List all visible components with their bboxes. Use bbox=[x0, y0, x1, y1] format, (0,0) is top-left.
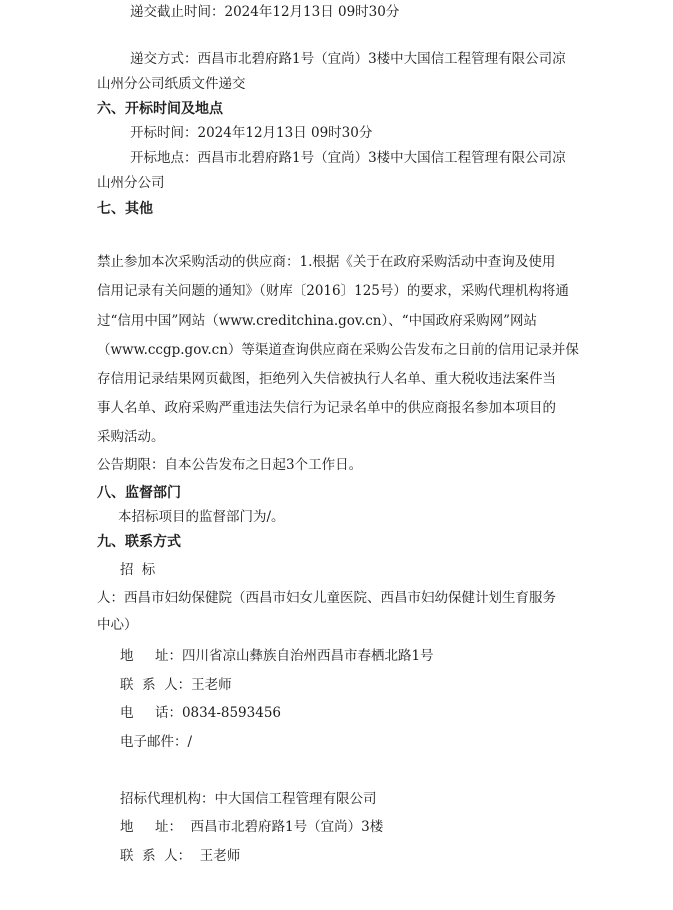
tenderer-address: 地 址：四川省凉山彝族自治州西昌市春栖北路1号 bbox=[120, 648, 434, 664]
submission-method-line-1: 递交方式：西昌市北碧府路1号（宜尚）3楼中大国信工程管理有限公司凉 bbox=[130, 51, 566, 67]
agency-address: 地 址： 西昌市北碧府路1号（宜尚）3楼 bbox=[120, 819, 384, 835]
tenderer-label: 招 标 bbox=[120, 562, 158, 578]
prohibit-line-1: 禁止参加本次采购活动的供应商：1.根据《关于在政府采购活动中查询及使用 bbox=[97, 254, 556, 270]
section-9-heading: 九、联系方式 bbox=[97, 534, 181, 550]
supervision-text: 本招标项目的监督部门为/。 bbox=[118, 509, 285, 525]
section-6-heading: 六、开标时间及地点 bbox=[97, 101, 223, 117]
section-8-heading: 八、监督部门 bbox=[97, 485, 181, 501]
tenderer-contact: 联 系 人：王老师 bbox=[120, 677, 232, 693]
opening-time: 开标时间：2024年12月13日 09时30分 bbox=[130, 125, 373, 141]
prohibit-line-2: 信用记录有关问题的通知》（财库〔2016〕125号）的要求，采购代理机构将通 bbox=[97, 283, 569, 299]
tenderer-line-2: 中心） bbox=[97, 617, 138, 633]
tenderer-phone: 电 话：0834-8593456 bbox=[120, 705, 281, 721]
notice-period: 公告期限：自本公告发布之日起3个工作日。 bbox=[97, 457, 363, 473]
prohibit-line-3: 过“信用中国”网站（www.creditchina.gov.cn）、“中国政府采购网”网站 bbox=[97, 313, 538, 329]
prohibit-line-6: 事人名单、政府采购严重违法失信行为记录名单中的供应商报名参加本项目的 bbox=[97, 400, 556, 416]
tenderer-line-1: 人：西昌市妇幼保健院（西昌市妇女儿童医院、西昌市妇幼保健计划生育服务 bbox=[97, 590, 556, 606]
submission-method-line-2: 山州分公司纸质文件递交 bbox=[97, 76, 246, 92]
opening-place-line-2: 山州分公司 bbox=[97, 175, 165, 191]
agency-name: 招标代理机构：中大国信工程管理有限公司 bbox=[120, 791, 377, 807]
submission-deadline: 递交截止时间：2024年12月13日 09时30分 bbox=[130, 4, 400, 20]
opening-place-line-1: 开标地点：西昌市北碧府路1号（宜尚）3楼中大国信工程管理有限公司凉 bbox=[130, 150, 566, 166]
prohibit-line-4: （www.ccgp.gov.cn）等渠道查询供应商在采购公告发布之日前的信用记录并保 bbox=[97, 342, 579, 358]
prohibit-line-7: 采购活动。 bbox=[97, 429, 165, 445]
tenderer-email: 电子邮件：/ bbox=[120, 734, 193, 750]
section-7-heading: 七、其他 bbox=[97, 201, 153, 217]
agency-contact: 联 系 人： 王老师 bbox=[120, 848, 241, 864]
prohibit-line-5: 存信用记录结果网页截图，拒绝列入失信被执行人名单、重大税收违法案件当 bbox=[97, 371, 556, 387]
